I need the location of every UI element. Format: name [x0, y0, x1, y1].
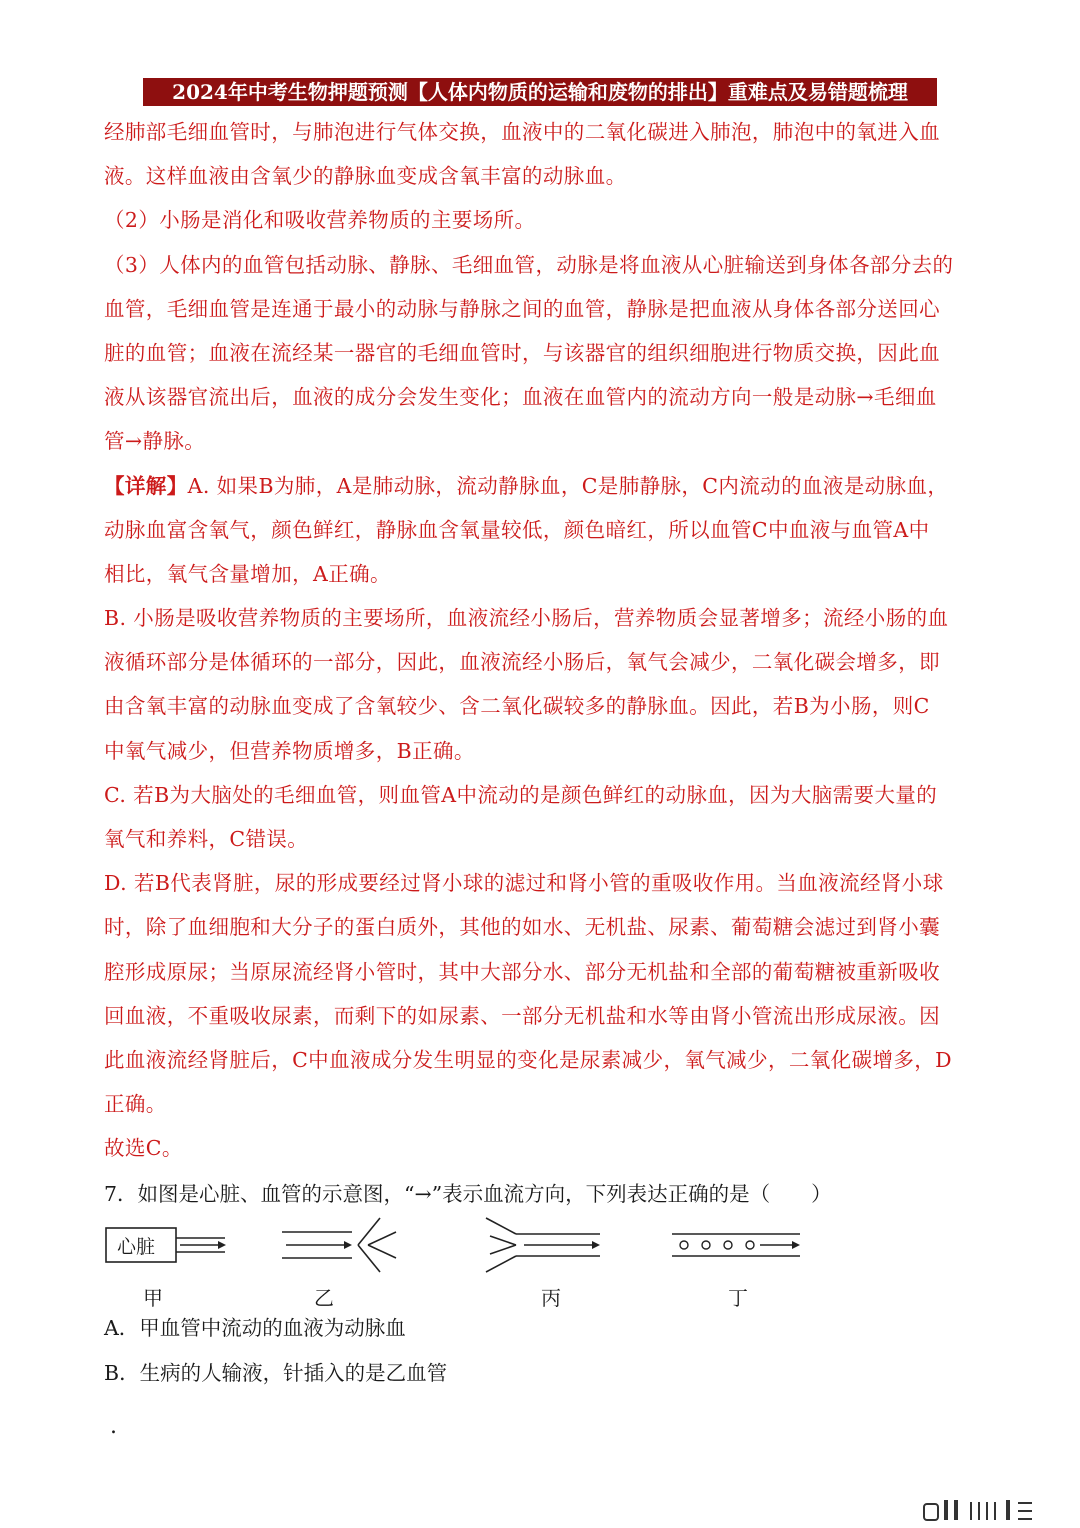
vessel-figure	[100, 1212, 820, 1312]
blood-cell	[680, 1241, 688, 1249]
branch-bing-2	[486, 1256, 516, 1272]
detail-line: 正确。	[104, 1092, 167, 1117]
figure-label-bing: 丙	[541, 1286, 561, 1310]
figure-label-jia: 甲	[143, 1286, 163, 1310]
figure-label-yi: 乙	[314, 1286, 334, 1310]
blood-cell	[724, 1241, 732, 1249]
answer-options	[104, 1306, 982, 1396]
detail-line: 回血液，不重吸收尿素，而剩下的如尿素、一部分无机盐和水等由肾小管流出形成尿液。因	[104, 1003, 940, 1028]
answer-line: 故选C。	[104, 1136, 183, 1161]
detail-line: C. 若B为大脑处的毛细血管，则血管A中流动的是颜色鲜红的动脉血，因为大脑需要大量的	[104, 782, 938, 807]
text-line: （3）人体内的血管包括动脉、静脉、毛细血管，动脉是将血液从心脏输送到身体各部分去的	[104, 252, 954, 277]
arrow-head-yi	[344, 1241, 352, 1249]
question-7	[104, 1172, 982, 1216]
text-line: （2）小肠是消化和吸收营养物质的主要场所。	[104, 208, 536, 233]
option-b: B．生病的人输液，针插入的是乙血管	[104, 1361, 448, 1385]
blood-cell	[702, 1241, 710, 1249]
detail-line: 相比，氧气含量增加，A正确。	[104, 561, 391, 586]
detail-line: B. 小肠是吸收营养物质的主要场所，血液流经小肠后，营养物质会显著增多；流经小肠的血	[104, 606, 949, 631]
text-line: 血管，毛细血管是连通于最小的动脉与静脉之间的血管，静脉是把血液从身体各部分送回心	[104, 296, 940, 321]
detail-line: 氧气和养料，C错误。	[104, 827, 309, 851]
detail-line: 由含氧丰富的动脉血变成了含氧较少、含二氧化碳较多的静脉血。因此，若B为小肠，则C	[104, 694, 930, 719]
text-line: 液从该器官流出后，血液的成分会发生变化；血液在血管内的流动方向一般是动脉→毛细血	[104, 385, 937, 410]
trailing-dot: .	[110, 1414, 117, 1439]
figure-label-ding: 丁	[728, 1286, 748, 1310]
option-a: A．甲血管中流动的血液为动脉血	[104, 1316, 406, 1340]
arrow-head-bing	[592, 1241, 600, 1249]
detail-line: 腔形成原尿；当原尿流经肾小管时，其中大部分水、部分无机盐和全部的葡萄糖被重新吸收	[104, 959, 940, 984]
heart-label: 心脏	[117, 1236, 156, 1258]
arrow-head-jia	[218, 1241, 226, 1249]
explanation-block	[104, 110, 982, 1171]
detail-line: 中氧气减少，但营养物质增多，B正确。	[104, 738, 475, 763]
detail-line	[104, 464, 982, 508]
page-title: 2024年中考生物押题预测【人体内物质的运输和废物的排出】重难点及易错题梳理	[143, 78, 937, 106]
detail-line: 液循环部分是体循环的一部分，因此，血液流经小肠后，氧气会减少，二氧化碳会增多，即	[104, 650, 940, 675]
watermark-icon	[920, 1496, 1060, 1526]
text-line: 液。这样血液由含氧少的静脉血变成含氧丰富的动脉血。	[104, 164, 627, 189]
detail-line: D. 若B代表肾脏，尿的形成要经过肾小球的滤过和肾小管的重吸收作用。当血液流经肾小球	[104, 871, 944, 896]
text-line: 管→静脉。	[104, 429, 206, 454]
detail-text: A. 如果B为肺，A是肺动脉，流动静脉血，C是肺静脉，C内流动的血液是动脉血，	[187, 473, 949, 498]
detail-line: 时，除了血细胞和大分子的蛋白质外，其他的如水、无机盐、尿素、葡萄糖会滤过到肾小囊	[104, 915, 940, 940]
detail-line: 此血液流经肾脏后，C中血液成分发生明显的变化是尿素减少，氧气减少，二氧化碳增多，D	[104, 1047, 953, 1072]
branch-bing-4	[490, 1245, 516, 1254]
blood-cell	[746, 1241, 754, 1249]
arrow-head-ding	[792, 1241, 800, 1249]
question-stem: 7．如图是心脏、血管的示意图，“→”表示血流方向，下列表达正确的是（ ）	[104, 1182, 832, 1206]
branch-yi-4	[368, 1245, 396, 1258]
text-line: 脏的血管；血液在流经某一器官的毛细血管时，与该器官的组织细胞进行物质交换，因此血	[104, 340, 940, 365]
text-line: 经肺部毛细血管时，与肺泡进行气体交换，血液中的二氧化碳进入肺泡，肺泡中的氧进入血	[104, 120, 940, 144]
detail-line: 动脉血富含氧气，颜色鲜红，静脉血含氧量较低，颜色暗红，所以血管C中血液与血管A中	[104, 517, 930, 542]
branch-bing-1	[486, 1218, 516, 1234]
branch-bing-3	[490, 1236, 516, 1245]
branch-yi-3	[368, 1232, 396, 1245]
vessel-diagram	[100, 1212, 820, 1312]
detail-tag: 【详解】	[104, 473, 188, 498]
